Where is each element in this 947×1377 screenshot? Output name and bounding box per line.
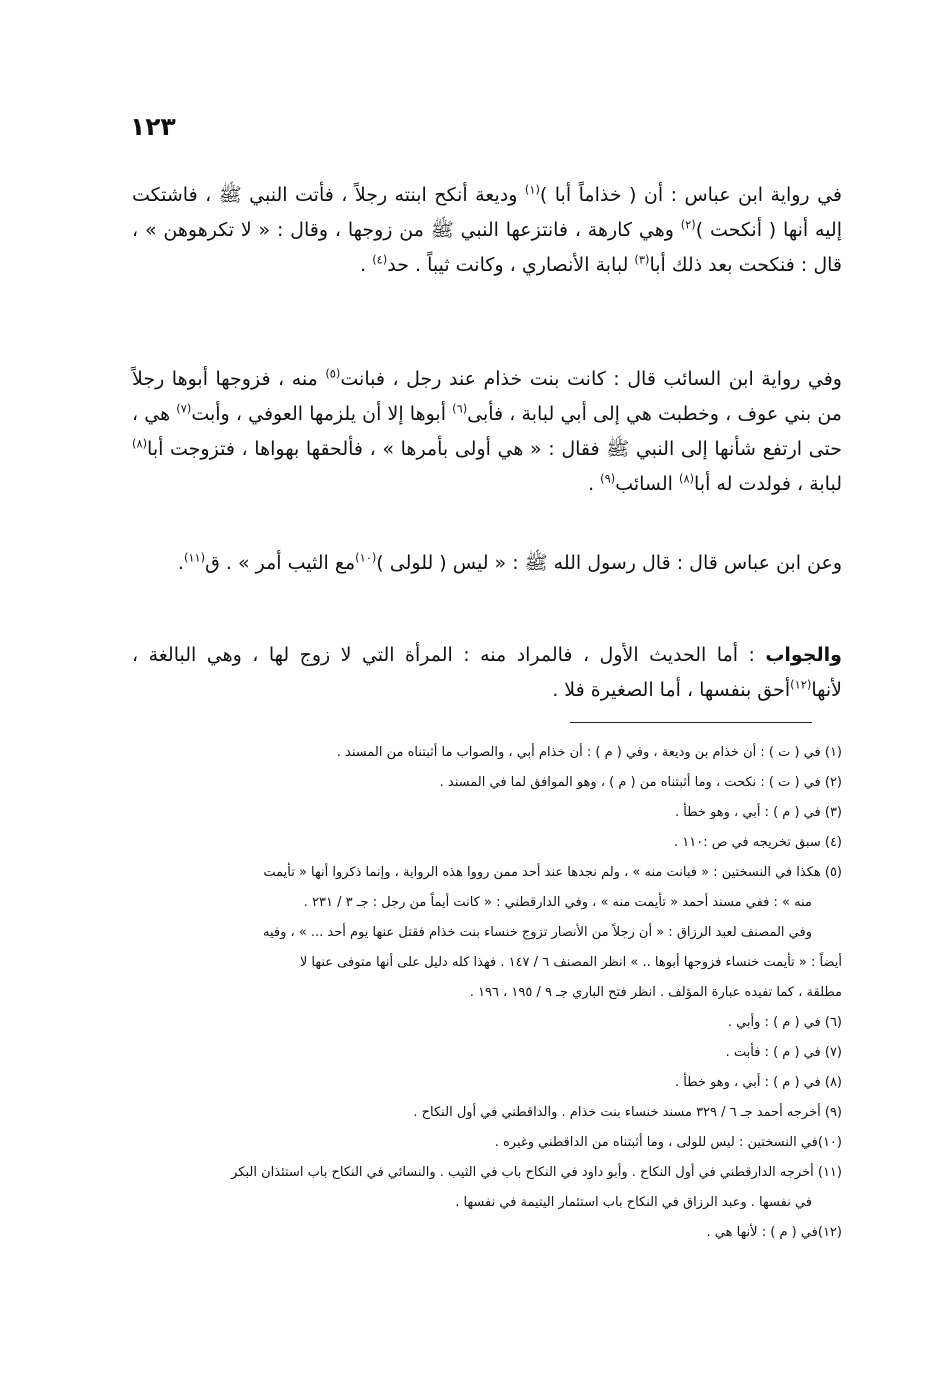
paragraph-answer [132, 638, 842, 708]
answer-lead: والجواب [765, 644, 842, 666]
text-segment: . [360, 254, 373, 276]
footnote-1: (١) في ( ت ) : أن خذام بن وديعة ، وفي ( م ) : أن خذام أبي ، والصواب ما أثبتناه من المسند . [336, 745, 842, 760]
footnote-8: (٨) في ( م ) : أبي ، وهو خطأ . [675, 1075, 842, 1090]
footnote-ref: (٦) [452, 401, 468, 416]
footnote-ref: (٧) [176, 401, 192, 416]
paragraph-ibn-abbas-narration [132, 178, 842, 283]
footnote-ref: (٤) [372, 252, 388, 267]
footnote-ref: (٨) [679, 471, 695, 486]
text-segment: أحق بنفسها ، أما الصغيرة فلا . [552, 679, 791, 701]
text-segment: مع الثيب أمر » . ق [205, 552, 356, 574]
text-segment: منه ، فزوجها أبوها رجلاً من بني عوف ، وخطبت هي إلى أبي لبابة ، فأبى [132, 368, 842, 425]
text-segment: وعن ابن عباس قال : قال رسول الله ﷺ : « ليس ( للولى ) [376, 552, 842, 574]
footnote-ref: (٨) [132, 436, 148, 451]
footnote-9: (٩) أخرجه أحمد جـ ٦ / ٣٢٩ مسند خنساء بنت خذام . والداقطني في أول النكاح . [413, 1105, 842, 1120]
footnotes [130, 738, 842, 1248]
text-segment: في رواية ابن عباس : أن ( خذاماً أبا ) [539, 184, 842, 206]
text-segment: وديعة أنكح ابنته رجلاً ، فأتت النبي ﷺ ، فاشتكت إليه أنها ( أنكحت ) [132, 184, 842, 241]
footnote-11-line: (١١) أخرجه الدارقطني في أول النكاح . وأبو داود في النكاح باب في الثيب . والنسائي في النكاح باب استئذان البكر [231, 1165, 842, 1180]
text-segment: . [588, 473, 601, 495]
footnote-ref: (٢) [680, 217, 696, 232]
footnote-7: (٧) في ( م ) : فأبت . [725, 1045, 842, 1060]
footnote-11-line: في نفسها . وعبد الرزاق في النكاح باب استئمار اليتيمة في نفسها . [455, 1195, 812, 1210]
text-segment: أبوها إلا أن يلزمها العوفي ، وأبت [191, 403, 453, 425]
text-segment: هي ، حتى ارتفع شأنها إلى النبي ﷺ فقال : « هي أولى بأمرها » ، فألحقها بهواها ، فتزوجت أبا [132, 403, 842, 460]
footnote-3: (٣) في ( م ) : أبي ، وهو خطأ . [675, 805, 842, 820]
footnote-divider [570, 722, 812, 723]
footnote-4: (٤) سبق تخريجه في ص :١١٠ . [674, 835, 842, 850]
footnote-ref: (١٠) [355, 550, 377, 565]
text-segment: السائب [615, 473, 679, 495]
footnote-6: (٦) في ( م ) : وأبي . [727, 1015, 842, 1030]
footnote-2: (٢) في ( ت ) : نكحت ، وما أثبتناه من ( م ) ، وهو الموافق لما في المسند . [439, 775, 842, 790]
page-number: ١٢٣ [130, 112, 176, 141]
footnote-5-line: وفي المصنف لعبد الرزاق : « أن رجلاً من الأنصار تزوج خنساء بنت خذام فقتل عنها يوم أحد ... » ، وفيه [262, 925, 812, 940]
paragraph-ibn-al-saib-narration [132, 362, 842, 502]
footnote-ref: (٥) [325, 366, 341, 381]
text-segment: لبابة ، فولدت له أبا [694, 473, 842, 495]
footnote-5-line: منه » : ففي مسند أحمد « تأيمت منه » ، وفي الدارقطني : « كانت أيماً من رجل : جـ ٣ / ٢٣١ . [303, 895, 812, 910]
text-segment: . [177, 552, 184, 574]
footnote-12: (١٢)في ( م ) : لأنها هي . [706, 1225, 842, 1240]
text-segment: لبابة الأنصاري ، وكانت ثيباً . حد [387, 254, 635, 276]
footnote-10: (١٠)في النسختين : ليس للولى ، وما أثبتناه من الداقطني وغيره . [494, 1135, 842, 1150]
paragraph-ibn-abbas-hadith [132, 546, 842, 581]
footnote-5-line: (٥) هكذا في النسختين : « فبانت منه » ، ولم نجدها عند أحد ممن رووا هذه الرواية ، وإنما ذكروا أنها « تأيمت [263, 865, 842, 880]
footnote-5-line: أيضاً : « تأيمت خنساء فزوجها أبوها .. » انظر المصنف ٦ / ١٤٧ . فهذا كله دليل على أنها متوفى عنها لا [299, 955, 842, 970]
text-segment: وهي كارهة ، فانتزعها النبي ﷺ من زوجها ، وقال : « لا تكرهوهن » ، قال : فنكحت بعد ذلك أبا [132, 219, 842, 276]
footnote-ref: (٣) [634, 252, 650, 267]
footnote-ref: (١١) [183, 550, 206, 565]
text-segment: وفي رواية ابن السائب قال : كانت بنت خذام عند رجل ، فبانت [340, 368, 842, 390]
text-segment: : أما الحديث الأول ، فالمراد منه : المرأة التي لا زوج لها ، وهي البالغة ، لأنها [132, 644, 842, 701]
footnote-ref: (٩) [600, 471, 616, 486]
footnote-ref: (١) [524, 182, 540, 197]
footnote-5-line: مطلقة ، كما تفيده عبارة المؤلف . انظر فتح الباري جـ ٩ / ١٩٥ ، ١٩٦ . [469, 985, 842, 1000]
footnote-ref: (١٢) [790, 677, 812, 692]
